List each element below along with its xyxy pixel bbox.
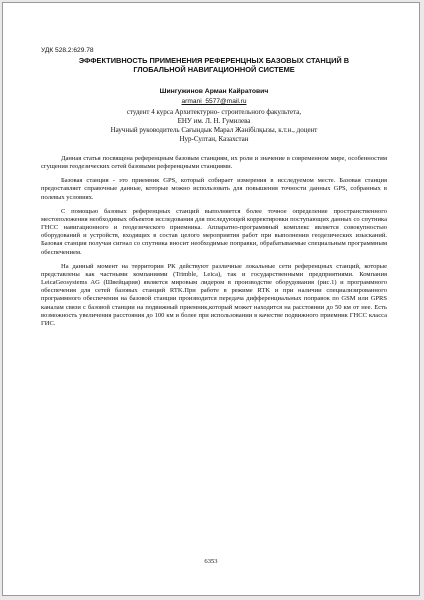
article-title-line-1: ЭФФЕКТИВНОСТЬ ПРИМЕНЕНИЯ РЕФЕРЕНЦНЫХ БАЗОВЫХ СТАНЦИЙ В <box>78 56 350 65</box>
affiliation-supervisor: Научный руководитель Сағындык Марал Жәнібілқызы, к.т.н., доцент <box>110 126 318 134</box>
paragraph-abstract: Данная статья посвящена референцным базовым станциям, их роли и значение в современном мире, особенностям сгущения геодезических сетей базовыми референцными станциями. <box>41 155 387 171</box>
udc-code: УДК 528.2:629.78 <box>41 47 94 54</box>
paragraph-reference-stations: С помощью базовых референцных станций выполняется более точное определение пространственного местоположения необходимых объектов исследования для последующей корректировки поступающих данных со спутника ГНСС навигационного и геодезического приемника. Аппаратно-программный комплекс является совокупностью оборудований и устройств, входящих в состав целого мероприятия работ при выполнении геодезических изысканий. Базовая станция получая сигнал со спутника вносит необходимые поправки, обрабатываемые специальным программным обеспечением. <box>41 207 387 256</box>
affiliation-university: ЕНУ им. Л. Н. Гумилева <box>177 117 251 125</box>
page-number: 6353 <box>204 558 218 565</box>
author-name: Шингужинов Арман Кайратович <box>159 88 269 95</box>
article-content <box>41 47 387 334</box>
paragraph-base-station-definition: Базовая станция - это приемник GPS, который собирает измерения в исследуемом месте. Базовая станция предоставляет справочные данные, которые можно использовать для повышения точности данных GPS, собранных в полевых условиях. <box>41 177 387 201</box>
document-page <box>2 2 420 596</box>
article-body <box>41 155 387 328</box>
author-email[interactable]: armani_5577@mail.ru <box>181 98 247 105</box>
article-title-line-2: ГЛОБАЛЬНОЙ НАВИГАЦИОННОЙ СИСТЕМЕ <box>133 65 295 74</box>
affiliation-student: студент 4 курса Архитектурно- строительного факультета, <box>126 108 302 116</box>
paragraph-kazakhstan-networks: На данный момент на территории РК действуют различные локальные сети референцных станций, которые представлены как частными компаниями (Trimble, Leica), так и государственными предприятиями. Компания LeicaGeosystems AG (Швейцария) является мировым лидером в производстве оборудования (рис.1) и программного обеспечения для сетей базовых станций RTK.При работе в режиме RTK и при наличии специализированного программного обеспечения на базовой станции производится передача дифференциальных поправок по GSM или GPRS каналам связи с базовой станции на подвижный приемник,который может находится на расстоянии до 50 км от нее. Есть возможность увеличения расстояния до 100 км и более при использовании в качестве подвижного приемник ГНСС класса ГИС. <box>41 262 387 327</box>
affiliation-city: Нур-Султан, Казахстан <box>179 135 249 143</box>
